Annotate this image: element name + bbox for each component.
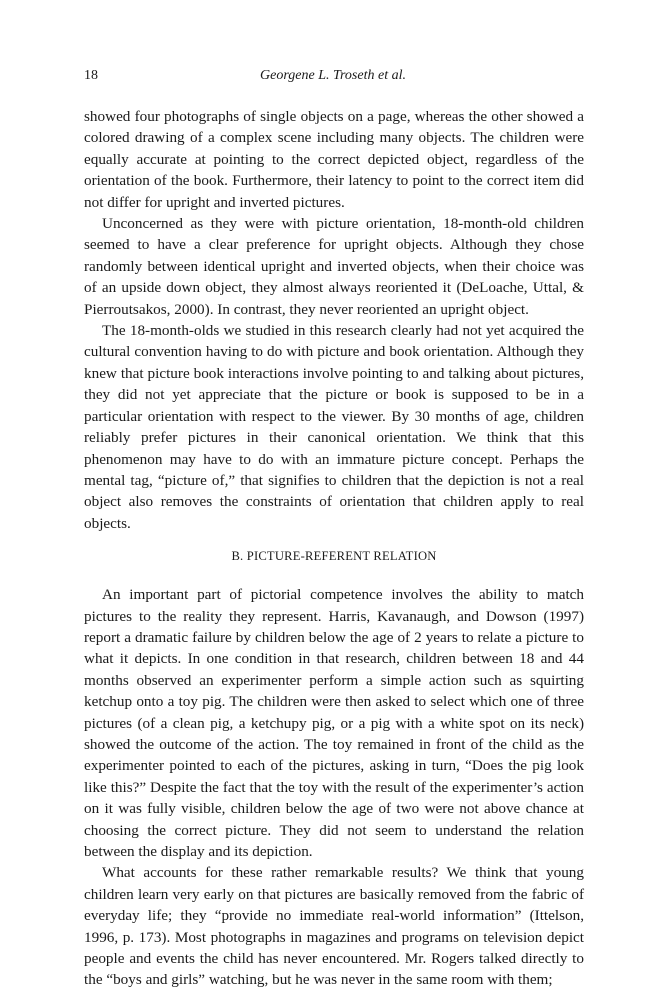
running-head [84, 66, 582, 86]
paragraph-remarkable-results: What accounts for these rather remarkable results? We think that young children learn very early on that pictures are basically removed from the fabric of everyday life; they “provide no immediate real-world information” (Ittelson, 1996, p. 173). Most photographs in magazines and programs on television depict people and events the child has never encountered. Mr. Rogers talked directly to the “boys and girls” watching, but he was never in the same room with them; [84, 864, 584, 989]
paragraph-continued: showed four photographs of single objects on a page, whereas the other showed a colored drawing of a complex scene including many objects. The children were equally accurate at pointing to the correct depicted object, regardless of the orientation of the book. Furthermore, their latency to point to the correct item did not differ for upright and inverted pictures. [84, 108, 584, 211]
page-number: 18 [84, 68, 98, 83]
running-title: Georgene L. Troseth et al. [260, 68, 406, 83]
paragraph-orientation-preference: Unconcerned as they were with picture orientation, 18-month-old children seemed to have a clear preference for upright objects. Although they chose randomly between identical upright and inverted objects, when their choice was of an upside down object, they almost always reoriented it (DeLoache, Uttal, & Pierroutsakos, 2000). In contrast, they never reoriented an upright object. [84, 215, 584, 318]
paragraph-picture-referent: An important part of pictorial competence involves the ability to match pictures to the reality they represent. Harris, Kavanaugh, and Dowson (1997) report a dramatic failure by children below the age of 2 years to relate a picture to what it depicts. In one condition in that research, children between 18 and 44 months observed an experimenter perform a simple action such as squirting ketchup onto a toy pig. The children were then asked to select which one of three pictures (of a clean pig, a ketchupy pig, or a pig with a white spot on its neck) showed the outcome of the action. The toy remained in front of the child as the experimenter pointed to each of the pictures, asking in turn, “Does the pig look like this?” Despite the fact that the toy with the result of the experimenter’s action on it was fully visible, children below the age of two were not above chance at choosing the correct picture. They did not seem to understand the relation between the display and its depiction. [84, 586, 584, 860]
body-text [84, 106, 584, 991]
paragraph-cultural-convention: The 18-month-olds we studied in this research clearly had not yet acquired the cultural convention having to do with picture and book orientation. Although they knew that picture book interactions involve pointing to and talking about pictures, they did not yet appreciate that the picture or book is supposed to be in a particular orientation with respect to the viewer. By 30 months of age, children reliably prefer pictures in their canonical orientation. We think that this phenomenon may have to do with an immature picture concept. Perhaps the mental tag, “picture of,” that signifies to children that the depiction is not a real object also removes the constraints of orientation that children apply to real objects. [84, 322, 584, 532]
section-heading: B. PICTURE-REFERENT RELATION [231, 549, 437, 564]
